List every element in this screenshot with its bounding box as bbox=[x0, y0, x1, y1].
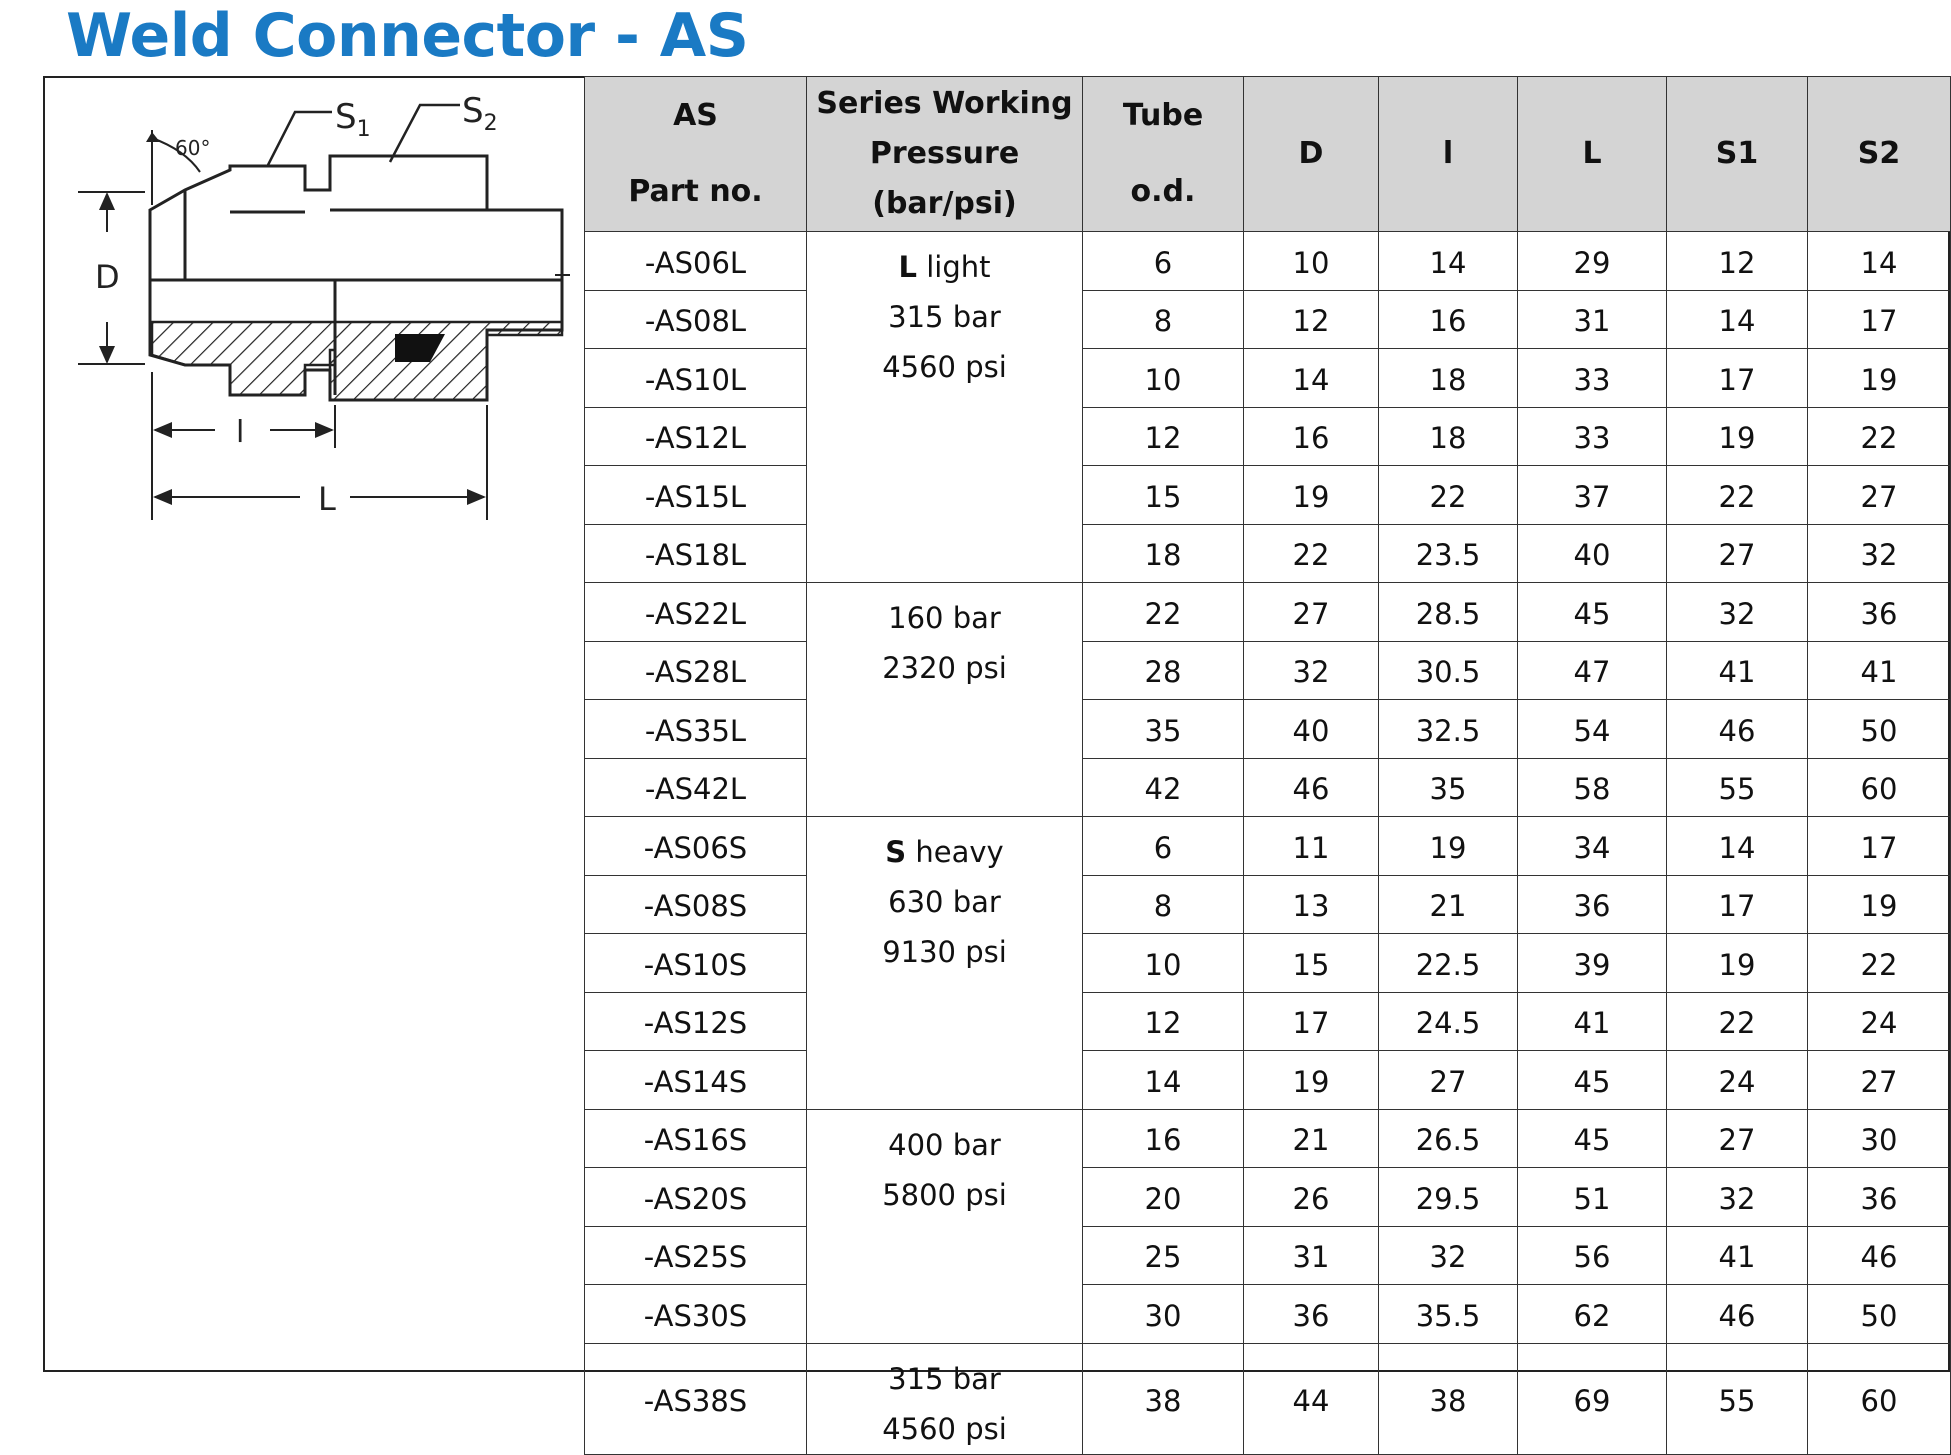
table-row bbox=[585, 349, 1951, 408]
l-big-cell: 54 bbox=[1518, 700, 1667, 759]
tube-od-cell: 28 bbox=[1083, 641, 1244, 700]
pressure-line: 4560 psi bbox=[882, 350, 1007, 384]
l-small-label: l bbox=[236, 415, 245, 450]
tube-od-cell: 30 bbox=[1083, 1285, 1244, 1344]
s2-cell: 22 bbox=[1808, 407, 1951, 466]
table-row bbox=[585, 583, 1951, 642]
l-small-cell: 27 bbox=[1379, 1051, 1518, 1110]
table-row bbox=[585, 1168, 1951, 1227]
l-big-cell: 31 bbox=[1518, 290, 1667, 349]
l-big-cell: 29 bbox=[1518, 232, 1667, 291]
d-cell: 27 bbox=[1244, 583, 1379, 642]
s1-cell: 22 bbox=[1667, 992, 1808, 1051]
d-cell: 13 bbox=[1244, 875, 1379, 934]
l-small-cell: 21 bbox=[1379, 875, 1518, 934]
l-big-cell: 58 bbox=[1518, 758, 1667, 817]
tube-od-cell: 20 bbox=[1083, 1168, 1244, 1227]
s1-cell: 46 bbox=[1667, 700, 1808, 759]
l-big-cell: 41 bbox=[1518, 992, 1667, 1051]
l-small-cell: 23.5 bbox=[1379, 524, 1518, 583]
header-part-no: AS Part no. bbox=[585, 77, 807, 232]
pressure-line: 2320 psi bbox=[882, 651, 1007, 685]
s2-cell: 30 bbox=[1808, 1109, 1951, 1168]
table-row bbox=[585, 992, 1951, 1051]
l-big-cell: 56 bbox=[1518, 1226, 1667, 1285]
s1-cell: 19 bbox=[1667, 934, 1808, 993]
part-no-cell: -AS06S bbox=[585, 817, 807, 876]
header-d: D bbox=[1244, 77, 1379, 232]
s1-cell: 24 bbox=[1667, 1051, 1808, 1110]
pressure-line: 630 bar bbox=[888, 885, 1001, 919]
s2-cell: 22 bbox=[1808, 934, 1951, 993]
d-cell: 26 bbox=[1244, 1168, 1379, 1227]
s1-cell: 27 bbox=[1667, 1109, 1808, 1168]
d-label: D bbox=[95, 258, 120, 296]
s1-cell: 17 bbox=[1667, 349, 1808, 408]
d-cell: 15 bbox=[1244, 934, 1379, 993]
s2-cell: 32 bbox=[1808, 524, 1951, 583]
l-small-cell: 24.5 bbox=[1379, 992, 1518, 1051]
s2-cell: 50 bbox=[1808, 1285, 1951, 1344]
s2-cell: 24 bbox=[1808, 992, 1951, 1051]
part-no-cell: -AS15L bbox=[585, 466, 807, 525]
s2-cell: 60 bbox=[1808, 1343, 1951, 1454]
pressure-cell bbox=[807, 1343, 1083, 1454]
l-small-cell: 26.5 bbox=[1379, 1109, 1518, 1168]
l-big-cell: 45 bbox=[1518, 1109, 1667, 1168]
s1-cell: 55 bbox=[1667, 1343, 1808, 1454]
s1-cell: 32 bbox=[1667, 583, 1808, 642]
s2-cell: 50 bbox=[1808, 700, 1951, 759]
table-row bbox=[585, 1109, 1951, 1168]
l-small-cell: 16 bbox=[1379, 290, 1518, 349]
header-pressure: Series Working Pressure (bar/psi) bbox=[807, 77, 1083, 232]
s1-label: $S_1$ bbox=[335, 97, 371, 142]
tube-od-cell: 35 bbox=[1083, 700, 1244, 759]
l-small-cell: 22 bbox=[1379, 466, 1518, 525]
part-no-cell: -AS14S bbox=[585, 1051, 807, 1110]
tube-od-cell: 42 bbox=[1083, 758, 1244, 817]
part-no-cell: -AS22L bbox=[585, 583, 807, 642]
s2-cell: 36 bbox=[1808, 1168, 1951, 1227]
s1-cell: 17 bbox=[1667, 875, 1808, 934]
l-big-cell: 40 bbox=[1518, 524, 1667, 583]
l-small-cell: 35.5 bbox=[1379, 1285, 1518, 1344]
pressure-cell bbox=[807, 232, 1083, 583]
series-letter: L bbox=[898, 250, 917, 284]
tube-od-cell: 22 bbox=[1083, 583, 1244, 642]
l-small-cell: 18 bbox=[1379, 407, 1518, 466]
pressure-cell bbox=[807, 1109, 1083, 1343]
d-cell: 31 bbox=[1244, 1226, 1379, 1285]
pressure-line bbox=[807, 827, 1082, 877]
tube-od-cell: 18 bbox=[1083, 524, 1244, 583]
d-cell: 22 bbox=[1244, 524, 1379, 583]
part-no-cell: -AS10L bbox=[585, 349, 807, 408]
s1-cell: 12 bbox=[1667, 232, 1808, 291]
part-no-cell: -AS12S bbox=[585, 992, 807, 1051]
s1-cell: 46 bbox=[1667, 1285, 1808, 1344]
part-no-cell: -AS28L bbox=[585, 641, 807, 700]
table-row bbox=[585, 466, 1951, 525]
l-small-cell: 28.5 bbox=[1379, 583, 1518, 642]
s1-cell: 19 bbox=[1667, 407, 1808, 466]
tube-od-cell: 10 bbox=[1083, 349, 1244, 408]
l-big-cell: 45 bbox=[1518, 583, 1667, 642]
header-l-small: l bbox=[1379, 77, 1518, 232]
section-hatch-right bbox=[330, 322, 562, 400]
tube-od-cell: 16 bbox=[1083, 1109, 1244, 1168]
tube-od-cell: 12 bbox=[1083, 407, 1244, 466]
s1-cell: 14 bbox=[1667, 290, 1808, 349]
l-big-cell: 45 bbox=[1518, 1051, 1667, 1110]
s1-leader bbox=[268, 112, 332, 165]
part-no-cell: -AS08S bbox=[585, 875, 807, 934]
part-no-cell: -AS42L bbox=[585, 758, 807, 817]
tube-od-cell: 38 bbox=[1083, 1343, 1244, 1454]
s2-cell: 27 bbox=[1808, 466, 1951, 525]
d-cell: 46 bbox=[1244, 758, 1379, 817]
tube-od-cell: 6 bbox=[1083, 817, 1244, 876]
table-row bbox=[585, 1343, 1951, 1454]
connector-drawing bbox=[45, 78, 583, 578]
series-name: light bbox=[916, 250, 991, 284]
table-row bbox=[585, 641, 1951, 700]
pressure-line: 315 bar bbox=[888, 1361, 1001, 1396]
l-big-cell: 33 bbox=[1518, 349, 1667, 408]
tube-od-cell: 6 bbox=[1083, 232, 1244, 291]
s2-cell: 17 bbox=[1808, 817, 1951, 876]
pressure-line: 400 bar bbox=[888, 1127, 1001, 1162]
d-cell: 19 bbox=[1244, 1051, 1379, 1110]
table-row bbox=[585, 934, 1951, 993]
part-no-cell: -AS08L bbox=[585, 290, 807, 349]
part-no-cell: -AS06L bbox=[585, 232, 807, 291]
part-no-cell: -AS35L bbox=[585, 700, 807, 759]
table-row bbox=[585, 758, 1951, 817]
pressure-line: 9130 psi bbox=[882, 935, 1007, 969]
s1-cell: 32 bbox=[1667, 1168, 1808, 1227]
l-big-cell: 69 bbox=[1518, 1343, 1667, 1454]
table-row bbox=[585, 875, 1951, 934]
table-row bbox=[585, 232, 1951, 291]
header-s2: S2 bbox=[1808, 77, 1951, 232]
pressure-line: 4560 psi bbox=[882, 1411, 1007, 1446]
tube-od-cell: 14 bbox=[1083, 1051, 1244, 1110]
s2-label: $S_2$ bbox=[462, 91, 498, 136]
l-big-cell: 62 bbox=[1518, 1285, 1667, 1344]
s2-cell: 27 bbox=[1808, 1051, 1951, 1110]
table-row bbox=[585, 407, 1951, 466]
d-cell: 40 bbox=[1244, 700, 1379, 759]
page-title: Weld Connector - AS bbox=[66, 1, 749, 71]
l-big-cell: 51 bbox=[1518, 1168, 1667, 1227]
d-cell: 19 bbox=[1244, 466, 1379, 525]
s2-cell: 60 bbox=[1808, 758, 1951, 817]
pressure-cell bbox=[807, 817, 1083, 1110]
s1-cell: 55 bbox=[1667, 758, 1808, 817]
tube-od-cell: 15 bbox=[1083, 466, 1244, 525]
d-cell: 44 bbox=[1244, 1343, 1379, 1454]
s2-leader bbox=[390, 105, 460, 162]
d-cell: 21 bbox=[1244, 1109, 1379, 1168]
tube-od-cell: 8 bbox=[1083, 875, 1244, 934]
d-cell: 36 bbox=[1244, 1285, 1379, 1344]
series-name: heavy bbox=[906, 835, 1004, 869]
d-cell: 17 bbox=[1244, 992, 1379, 1051]
header-l-big: L bbox=[1518, 77, 1667, 232]
pressure-line: 315 bar bbox=[888, 300, 1001, 334]
s2-cell: 14 bbox=[1808, 232, 1951, 291]
l-big-cell: 34 bbox=[1518, 817, 1667, 876]
header-tube-od: Tube o.d. bbox=[1083, 77, 1244, 232]
s1-cell: 22 bbox=[1667, 466, 1808, 525]
part-no-cell: -AS38S bbox=[585, 1343, 807, 1454]
d-cell: 12 bbox=[1244, 290, 1379, 349]
d-cell: 10 bbox=[1244, 232, 1379, 291]
header-s1: S1 bbox=[1667, 77, 1808, 232]
l-small-cell: 38 bbox=[1379, 1343, 1518, 1454]
part-no-cell: -AS10S bbox=[585, 934, 807, 993]
section-hatch-left bbox=[152, 322, 335, 395]
s1-cell: 41 bbox=[1667, 641, 1808, 700]
s2-cell: 36 bbox=[1808, 583, 1951, 642]
l-small-cell: 22.5 bbox=[1379, 934, 1518, 993]
table-row bbox=[585, 1285, 1951, 1344]
l-big-cell: 47 bbox=[1518, 641, 1667, 700]
pressure-line: 5800 psi bbox=[882, 1177, 1007, 1212]
table-row bbox=[585, 290, 1951, 349]
tube-od-cell: 12 bbox=[1083, 992, 1244, 1051]
pressure-line: 160 bar bbox=[888, 601, 1001, 635]
part-no-cell: -AS20S bbox=[585, 1168, 807, 1227]
d-cell: 32 bbox=[1244, 641, 1379, 700]
tube-od-cell: 25 bbox=[1083, 1226, 1244, 1285]
table-row bbox=[585, 1226, 1951, 1285]
tube-od-cell: 8 bbox=[1083, 290, 1244, 349]
s2-cell: 17 bbox=[1808, 290, 1951, 349]
l-big-label: L bbox=[318, 480, 336, 518]
table-row bbox=[585, 524, 1951, 583]
l-big-cell: 37 bbox=[1518, 466, 1667, 525]
l-big-cell: 36 bbox=[1518, 875, 1667, 934]
s2-cell: 41 bbox=[1808, 641, 1951, 700]
l-small-cell: 35 bbox=[1379, 758, 1518, 817]
tube-od-cell: 10 bbox=[1083, 934, 1244, 993]
s1-cell: 14 bbox=[1667, 817, 1808, 876]
l-small-cell: 32.5 bbox=[1379, 700, 1518, 759]
part-no-cell: -AS25S bbox=[585, 1226, 807, 1285]
spec-table bbox=[584, 76, 1951, 1455]
d-cell: 11 bbox=[1244, 817, 1379, 876]
l-small-cell: 14 bbox=[1379, 232, 1518, 291]
part-no-cell: -AS18L bbox=[585, 524, 807, 583]
table-row bbox=[585, 1051, 1951, 1110]
part-no-cell: -AS16S bbox=[585, 1109, 807, 1168]
d-cell: 14 bbox=[1244, 349, 1379, 408]
part-no-cell: -AS12L bbox=[585, 407, 807, 466]
angle-label: 60° bbox=[175, 136, 211, 160]
l-small-cell: 29.5 bbox=[1379, 1168, 1518, 1227]
pressure-line bbox=[807, 242, 1082, 292]
d-cell: 16 bbox=[1244, 407, 1379, 466]
series-letter: S bbox=[885, 835, 907, 869]
l-small-cell: 32 bbox=[1379, 1226, 1518, 1285]
l-small-cell: 30.5 bbox=[1379, 641, 1518, 700]
l-big-cell: 33 bbox=[1518, 407, 1667, 466]
pressure-cell bbox=[807, 583, 1083, 817]
table-row bbox=[585, 817, 1951, 876]
s1-cell: 27 bbox=[1667, 524, 1808, 583]
s2-cell: 19 bbox=[1808, 349, 1951, 408]
l-big-cell: 39 bbox=[1518, 934, 1667, 993]
l-small-cell: 19 bbox=[1379, 817, 1518, 876]
s2-cell: 46 bbox=[1808, 1226, 1951, 1285]
part-no-cell: -AS30S bbox=[585, 1285, 807, 1344]
table-header-row bbox=[585, 77, 1951, 232]
table-row bbox=[585, 700, 1951, 759]
s2-cell: 19 bbox=[1808, 875, 1951, 934]
l-small-cell: 18 bbox=[1379, 349, 1518, 408]
s1-cell: 41 bbox=[1667, 1226, 1808, 1285]
